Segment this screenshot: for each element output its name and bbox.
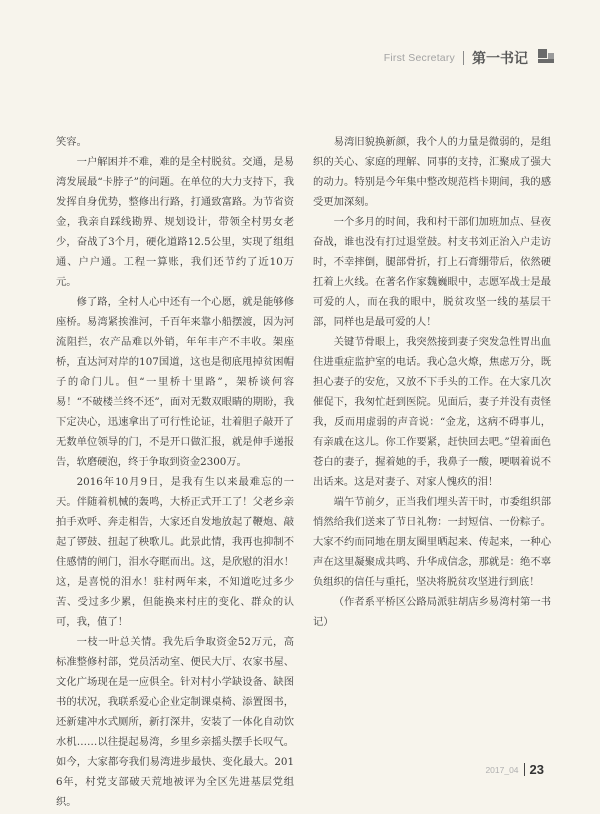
- article-column-right: [313, 132, 551, 632]
- paragraph: 修了路，全村人心中还有一个心愿，就是能够修座桥。易湾紧挨淮河，千百年来靠小船摆渡，因为河流阻拦，农产品难以外销，年年丰产不丰收。架座桥，直达河对岸的107国道，这也是彻底甩掉贫困帽子的命门儿。但“一里桥十里路”，架桥谈何容易！“不破楼兰终不还”，面对无数双眼睛的期盼，我下定决心，迅速拿出了可行性论证，壮着胆子敲开了无数单位领导的门，不是开口做汇报，就是伸手递报告，软磨硬泡，终于争取到资金2300万。: [56, 296, 294, 468]
- section-title-chinese: 第一书记: [472, 51, 528, 67]
- page-number: 23: [529, 762, 544, 777]
- paragraph: 端午节前夕，正当我们埋头苦干时，市委组织部悄然给我们送来了节日礼物：一封短信、一份粽子。大家不约而同地在朋友圈里晒起来、传起来，一种心声在这里凝聚成共鸣、升华成信念，那就是：绝不辜负组织的信任与重托，坚决将脱贫攻坚进行到底！: [313, 496, 551, 588]
- paragraph: 笑容。: [56, 136, 87, 148]
- page-footer: [485, 762, 544, 777]
- section-title-english: First Secretary: [383, 52, 455, 64]
- paragraph: 一个多月的时间，我和村干部们加班加点、昼夜奋战，谁也没有打过退堂鼓。村支书刘正治入户走访时，不幸摔倒，腿部骨折，打上石膏绷带后，依然硬扛着上火线。在著名作家魏巍眼中，志愿军战士是最可爱的人，而在我的眼中，脱贫攻坚一线的基层干部，同样也是最可爱的人！: [313, 216, 551, 328]
- running-header: [384, 48, 554, 68]
- footer-divider: [524, 763, 525, 776]
- section-logo-icon: [538, 49, 554, 67]
- paragraph: 一枝一叶总关情。我先后争取资金52万元，高标准整修村部，党员活动室、便民大厅、农家书屋、文化广场现在是一应俱全。针对村小学缺设备、缺图书的状况，我联系爱心企业定制课桌椅、添置图书，还新建冲水式厕所，新打深井，安装了一体化自动饮水机……以往提起易湾，乡里乡亲摇头摆手长叹气。如今，大家都夸我们易湾进步最快、变化最大。2016年，村党支部破天荒地被评为全区先进基层党组织。: [56, 636, 294, 808]
- paragraph: 一户解困并不难，难的是全村脱贫。交通，是易湾发展最“卡脖子”的问题。在单位的大力支持下，我发挥自身优势，整修出行路，打通致富路。为节省资金，我亲自踩线勘界、规划设计，带领全村男女老少，奋战了3个月，硬化道路12.5公里，实现了组组通、户户通。工程一算账，我们还节约了近10万元。: [56, 156, 294, 288]
- issue-label: 2017_04: [485, 764, 519, 775]
- author-note: （作者系平桥区公路局派驻胡店乡易湾村第一书记）: [313, 596, 551, 628]
- paragraph: 关键节骨眼上，我突然接到妻子突发急性胃出血住进重症监护室的电话。我心急火燎，焦虑万分，既担心妻子的安危，又放不下手头的工作。在大家几次催促下，我匆忙赶到医院。见面后，妻子并没有责怪我，反而用虚弱的声音说：“金龙，这病不碍事儿，有亲戚在这儿。你工作要紧，赶快回去吧。”望着面色苍白的妻子，握着她的手，我鼻子一酸，哽咽着说不出话来。这是对妻子、对家人愧疚的泪！: [313, 336, 551, 488]
- paragraph: 易湾旧貌换新颜，我个人的力量是微弱的，是组织的关心、家庭的理解、同事的支持，汇聚成了强大的动力。特别是今年集中整改规范档卡期间，我的感受更加深刻。: [313, 136, 551, 208]
- paragraph: 2016年10月9日，是我有生以来最难忘的一天。伴随着机械的轰鸣，大桥正式开工了！父老乡亲拍手欢呼、奔走相告，大家还自发地放起了鞭炮、敲起了锣鼓、扭起了秧歌儿。此景此情，我再也抑制不住感情的闸门，泪水夺眶而出。这，是欣慰的泪水！这，是喜悦的泪水！驻村两年来，不知道吃过多少苦、受过多少累，但能换来村庄的变化、群众的认可，我，值了！: [56, 476, 294, 628]
- article-column-left: [56, 132, 294, 812]
- header-divider: [463, 51, 464, 65]
